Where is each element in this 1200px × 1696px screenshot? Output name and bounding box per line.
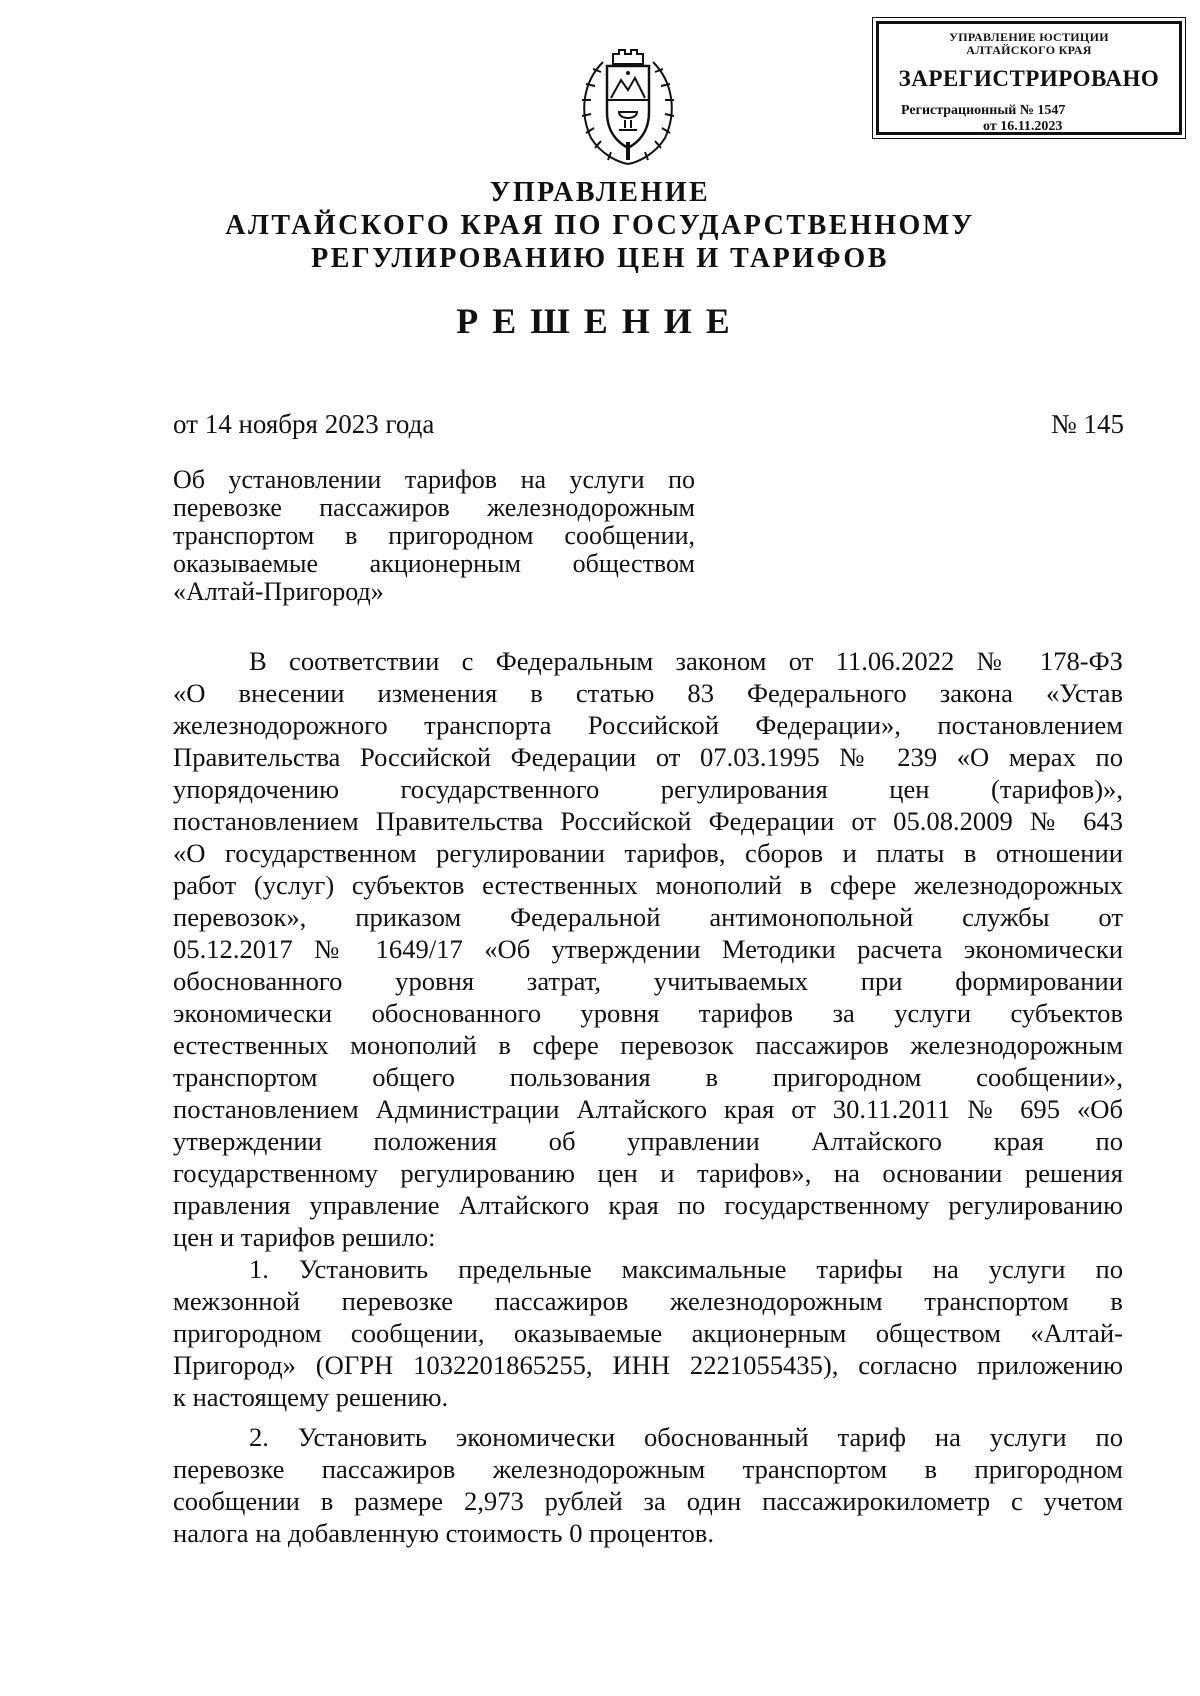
item-1-line: межзонной перевозке пассажиров железнодорожным транспортом в: [173, 1286, 1123, 1316]
preamble-line: упорядочению государственного регулирования цен (тарифов)»,: [173, 774, 1123, 804]
subject-line: Об установлении тарифов на услуги по: [173, 465, 695, 494]
coat-of-arms-icon: [573, 42, 683, 170]
item-2-line: перевозке пассажиров железнодорожным транспортом в пригородном: [173, 1454, 1123, 1484]
item-1-line: к настоящему решению.: [173, 1382, 449, 1412]
authority-name-line2: АЛТАЙСКОГО КРАЯ ПО ГОСУДАРСТВЕННОМУ: [225, 210, 975, 241]
preamble-line: постановлением Правительства Российской Федерации от 05.08.2009 № 643: [173, 806, 1123, 836]
preamble-line: перевозок», приказом Федеральной антимонопольной службы от: [173, 902, 1123, 932]
preamble-line: В соответствии с Федеральным законом от 11.06.2022 № 178-ФЗ: [249, 646, 1123, 676]
document-subject: [173, 466, 695, 606]
preamble-line: обоснованного уровня затрат, учитываемых при формировании: [173, 966, 1123, 996]
preamble-line: государственному регулированию цен и тарифов», на основании решения: [173, 1158, 1123, 1188]
preamble-line: работ (услуг) субъектов естественных монополий в сфере железнодорожных: [173, 870, 1123, 900]
item-2-line: 2. Установить экономически обоснованный тариф на услуги по: [249, 1422, 1123, 1452]
item-2-line: сообщении в размере 2,973 рублей за один пассажирокилометр с учетом: [173, 1486, 1123, 1516]
preamble-line: железнодорожного транспорта Российской Федерации», постановлением: [173, 710, 1123, 740]
stamp-status: ЗАРЕГИСТРИРОВАНО: [898, 66, 1160, 91]
authority-name-line3: РЕГУЛИРОВАНИЮ ЦЕН И ТАРИФОВ: [311, 243, 889, 274]
item-2-line: налога на добавленную стоимость 0 процентов.: [173, 1518, 715, 1548]
document-number: № 145: [1050, 409, 1124, 439]
stamp-reg-number: Регистрационный № 1547: [901, 103, 1066, 118]
preamble-line: «О государственном регулировании тарифов, сборов и платы в отношении: [173, 838, 1123, 868]
preamble-line: «О внесении изменения в статью 83 Федерального закона «Устав: [173, 678, 1123, 708]
stamp-reg-date: от 16.11.2023: [983, 119, 1063, 134]
registration-stamp: [876, 21, 1182, 135]
preamble-line: постановлением Администрации Алтайского края от 30.11.2011 № 695 «Об: [173, 1094, 1123, 1124]
preamble-line: естественных монополий в сфере перевозок пассажиров железнодорожным: [173, 1030, 1123, 1060]
preamble-line: правления управление Алтайского края по государственному регулированию: [173, 1190, 1123, 1220]
stamp-line2: АЛТАЙСКОГО КРАЯ: [966, 43, 1092, 57]
subject-line: оказываемые акционерным обществом: [173, 549, 695, 578]
authority-name-line1: УПРАВЛЕНИЕ: [489, 177, 711, 208]
subject-line: транспортом в пригородном сообщении,: [173, 521, 695, 550]
preamble-line: цен и тарифов решило:: [173, 1222, 436, 1252]
preamble-line: утверждении положения об управлении Алтайского края по: [173, 1126, 1123, 1156]
subject-line: «Алтай-Пригород»: [173, 577, 384, 606]
stamp-line1: УПРАВЛЕНИЕ ЮСТИЦИИ: [949, 30, 1109, 44]
preamble-line: транспортом общего пользования в пригородном сообщении»,: [173, 1062, 1123, 1092]
item-2-paragraph: [173, 1421, 1123, 1549]
preamble-paragraph: [173, 645, 1123, 1253]
preamble-line: Правительства Российской Федерации от 07.03.1995 № 239 «О мерах по: [173, 742, 1123, 772]
preamble-line: экономически обоснованного уровня тарифов за услуги субъектов: [173, 998, 1123, 1028]
document-type: РЕШЕНИЕ: [456, 301, 744, 341]
item-1-line: 1. Установить предельные максимальные тарифы на услуги по: [249, 1254, 1123, 1284]
document-body: [173, 645, 1123, 1549]
item-1-paragraph: [173, 1253, 1123, 1413]
item-1-line: Пригород» (ОГРН 1032201865255, ИНН 2221055435), согласно приложению: [173, 1350, 1123, 1380]
subject-line: перевозке пассажиров железнодорожным: [173, 493, 695, 522]
document-date: от 14 ноября 2023 года: [173, 409, 435, 439]
item-1-line: пригородном сообщении, оказываемые акционерным обществом «Алтай-: [173, 1318, 1123, 1348]
preamble-line: 05.12.2017 № 1649/17 «Об утверждении Методики расчета экономически: [173, 934, 1123, 964]
